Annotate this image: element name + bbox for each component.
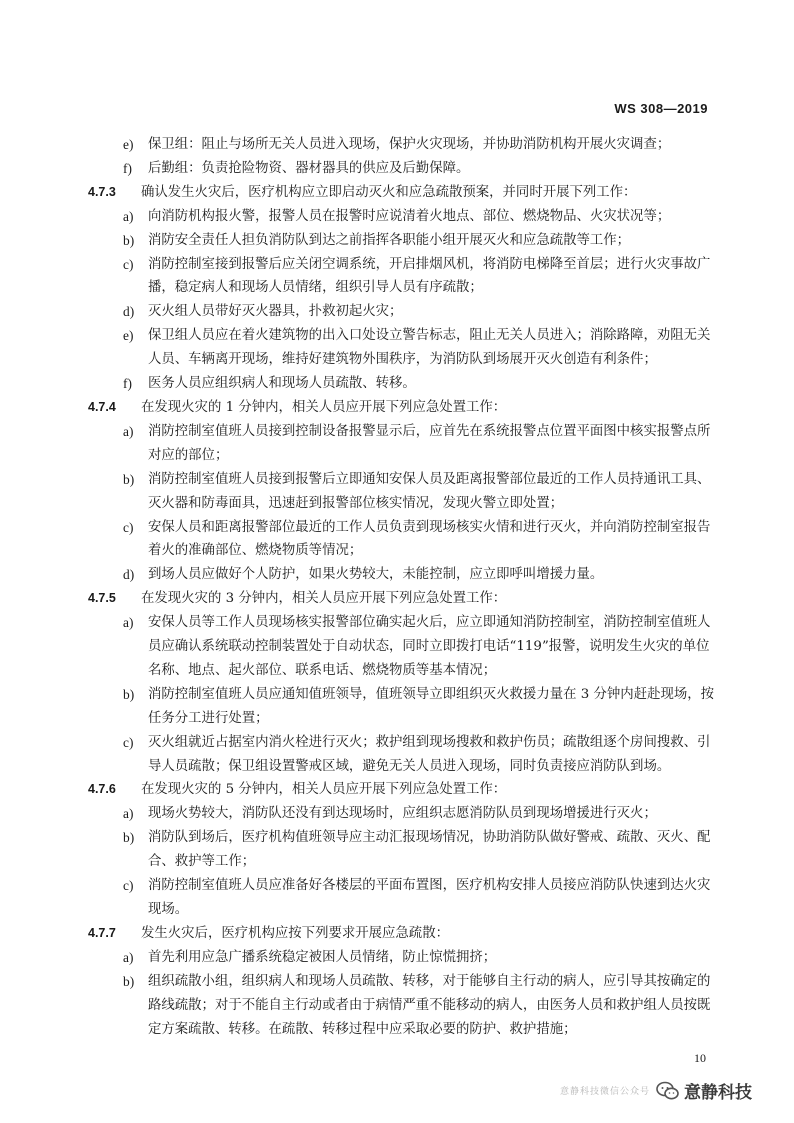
list-item [88,468,718,516]
item-text: 消防控制室接到报警后应关闭空调系统，开启排烟风机，将消防电梯降至首层；进行火灾事故广播，稳定病人和现场人员情绪，组织引导人员有序疏散； [148,256,711,296]
list-item [88,516,718,564]
item-text: 消防控制室值班人员接到控制设备报警显示后，应首先在系统报警点位置平面图中核实报警点所对应的部位； [148,423,711,463]
item-text: 医务人员应组织病人和现场人员疏散、转移。 [148,376,416,392]
item-letter: b) [123,686,135,702]
list-item [88,324,718,372]
list-item [88,731,718,779]
watermark [560,1078,752,1103]
item-letter: c) [123,734,134,750]
item-letter: b) [123,471,135,487]
item-text: 后勤组：负责抢险物资、器材器具的供应及后勤保障。 [148,160,470,176]
item-letter: a) [123,949,134,965]
list-item [88,205,718,229]
clause-heading [88,396,718,420]
item-text: 消防队到场后，医疗机构值班领导应主动汇报现场情况，协助消防队做好警戒、疏散、灭火、配合、救护等工作； [148,830,711,870]
item-text: 向消防机构报火警，报警人员在报警时应说清着火地点、部位、燃烧物品、火灾状况等； [148,208,671,224]
list-item [88,683,718,731]
item-letter: a) [123,615,134,631]
item-letter: d) [123,567,135,583]
standard-code: WS 308—2019 [614,101,708,116]
list-item [88,300,718,324]
item-letter: d) [123,304,135,320]
list-item [88,420,718,468]
clause-number: 4.7.3 [88,184,116,199]
wechat-icon [656,1080,680,1102]
list-item [88,563,718,587]
item-letter: b) [123,830,135,846]
clause-number: 4.7.5 [88,591,116,606]
item-letter: c) [123,519,134,535]
item-letter: a) [123,208,134,224]
clause-heading [88,922,718,946]
clause-heading [88,181,718,205]
item-letter: a) [123,423,134,439]
item-text: 保卫组人员应在着火建筑物的出入口处设立警告标志，阻止无关人员进入；消除路障，劝阻无关人员、车辆离开现场，维持好建筑物外围秩序，为消防队到场展开灭火创造有利条件； [148,328,711,368]
item-text: 保卫组：阻止与场所无关人员进入现场，保护火灾现场，并协助消防机构开展火灾调查； [148,137,671,152]
item-letter: b) [123,232,135,248]
list-item [88,133,718,157]
item-text: 消防控制室值班人员接到报警后立即通知安保人员及距离报警部位最近的工作人员持通讯工具、灭火器和防毒面具，迅速赶到报警部位核实情况，发现火警立即处置； [148,471,711,511]
item-text: 消防安全责任人担负消防队到达之前指挥各职能小组开展灭火和应急疏散等工作； [148,232,631,248]
list-item [88,229,718,253]
item-letter: a) [123,806,134,822]
clause-number: 4.7.4 [88,399,116,414]
watermark-brand: 意静科技 [684,1083,753,1103]
clause-number: 4.7.7 [88,925,116,940]
clause-text: 发生火灾后，医疗机构应按下列要求开展应急疏散： [141,925,449,941]
list-item [88,372,718,396]
list-item [88,874,718,922]
clause-heading [88,587,718,611]
item-text: 安保人员和距离报警部位最近的工作人员负责到现场核实火情和进行灭火，并向消防控制室报告着火的准确部位、燃烧物质等情况； [148,519,711,559]
item-letter: e) [123,328,134,344]
item-letter: f) [123,160,132,176]
item-text: 首先利用应急广播系统稳定被困人员情绪，防止惊慌拥挤； [148,949,497,965]
list-item [88,802,718,826]
clause-text: 在发现火灾的 5 分钟内，相关人员应开展下列应急处置工作： [141,782,507,798]
item-text: 消防控制室值班人员应通知值班领导，值班领导立即组织灭火救援力量在 3 分钟内赶赴现场，按任务分工进行处置； [148,686,715,726]
item-letter: e) [123,137,134,152]
document-body [88,133,718,1041]
page-number: 10 [694,1051,706,1065]
item-text: 安保人员等工作人员现场核实报警部位确实起火后，应立即通知消防控制室，消防控制室值班人员应确认系统联动控制装置处于自动状态，同时立即拨打电话“119”报警，说明发生火灾的单位名称、地点、起火部位、联系电话、燃烧物质等基本情况； [148,615,711,678]
item-letter: c) [123,878,134,894]
clause-text: 在发现火灾的 3 分钟内，相关人员应开展下列应急处置工作： [141,591,507,607]
list-item [88,826,718,874]
item-text: 消防控制室值班人员应准备好各楼层的平面布置图，医疗机构安排人员接应消防队快速到达火灾现场。 [148,878,711,917]
clause-text: 在发现火灾的 1 分钟内，相关人员应开展下列应急处置工作： [141,399,507,415]
clause-text: 确认发生火灾后，医疗机构应立即启动灭火和应急疏散预案，并同时开展下列工作： [141,184,637,200]
clause-heading [88,778,718,802]
item-text: 组织疏散小组，组织病人和现场人员疏散、转移，对于能够自主行动的病人，应引导其按确定的路线疏散；对于不能自主行动或者由于病情严重不能移动的病人，由医务人员和救护组人员按既定方案疏散、转移。在疏散、转移过程中应采取必要的防护、救护措施； [148,973,711,1037]
item-letter: c) [123,256,134,272]
list-item [88,946,718,970]
list-item [88,611,718,683]
list-item [88,157,718,181]
list-item [88,253,718,301]
item-text: 到场人员应做好个人防护，如果火势较大，未能控制，应立即呼叫增援力量。 [148,567,604,583]
item-text: 灭火组人员带好灭火器具，扑救初起火灾； [148,304,403,320]
clause-number: 4.7.6 [88,782,116,797]
list-item [88,970,718,1042]
item-letter: b) [123,973,135,989]
watermark-caption: 意静科技微信公众号 [560,1087,651,1097]
item-text: 灭火组就近占据室内消火栓进行灭火；救护组到现场搜救和救护伤员；疏散组逐个房间搜救、引导人员疏散；保卫组设置警戒区域，避免无关人员进入现场，同时负责接应消防队到场。 [148,734,711,774]
item-text: 现场火势较大，消防队还没有到达现场时，应组织志愿消防队员到现场增援进行灭火； [148,806,657,822]
item-letter: f) [123,376,132,392]
